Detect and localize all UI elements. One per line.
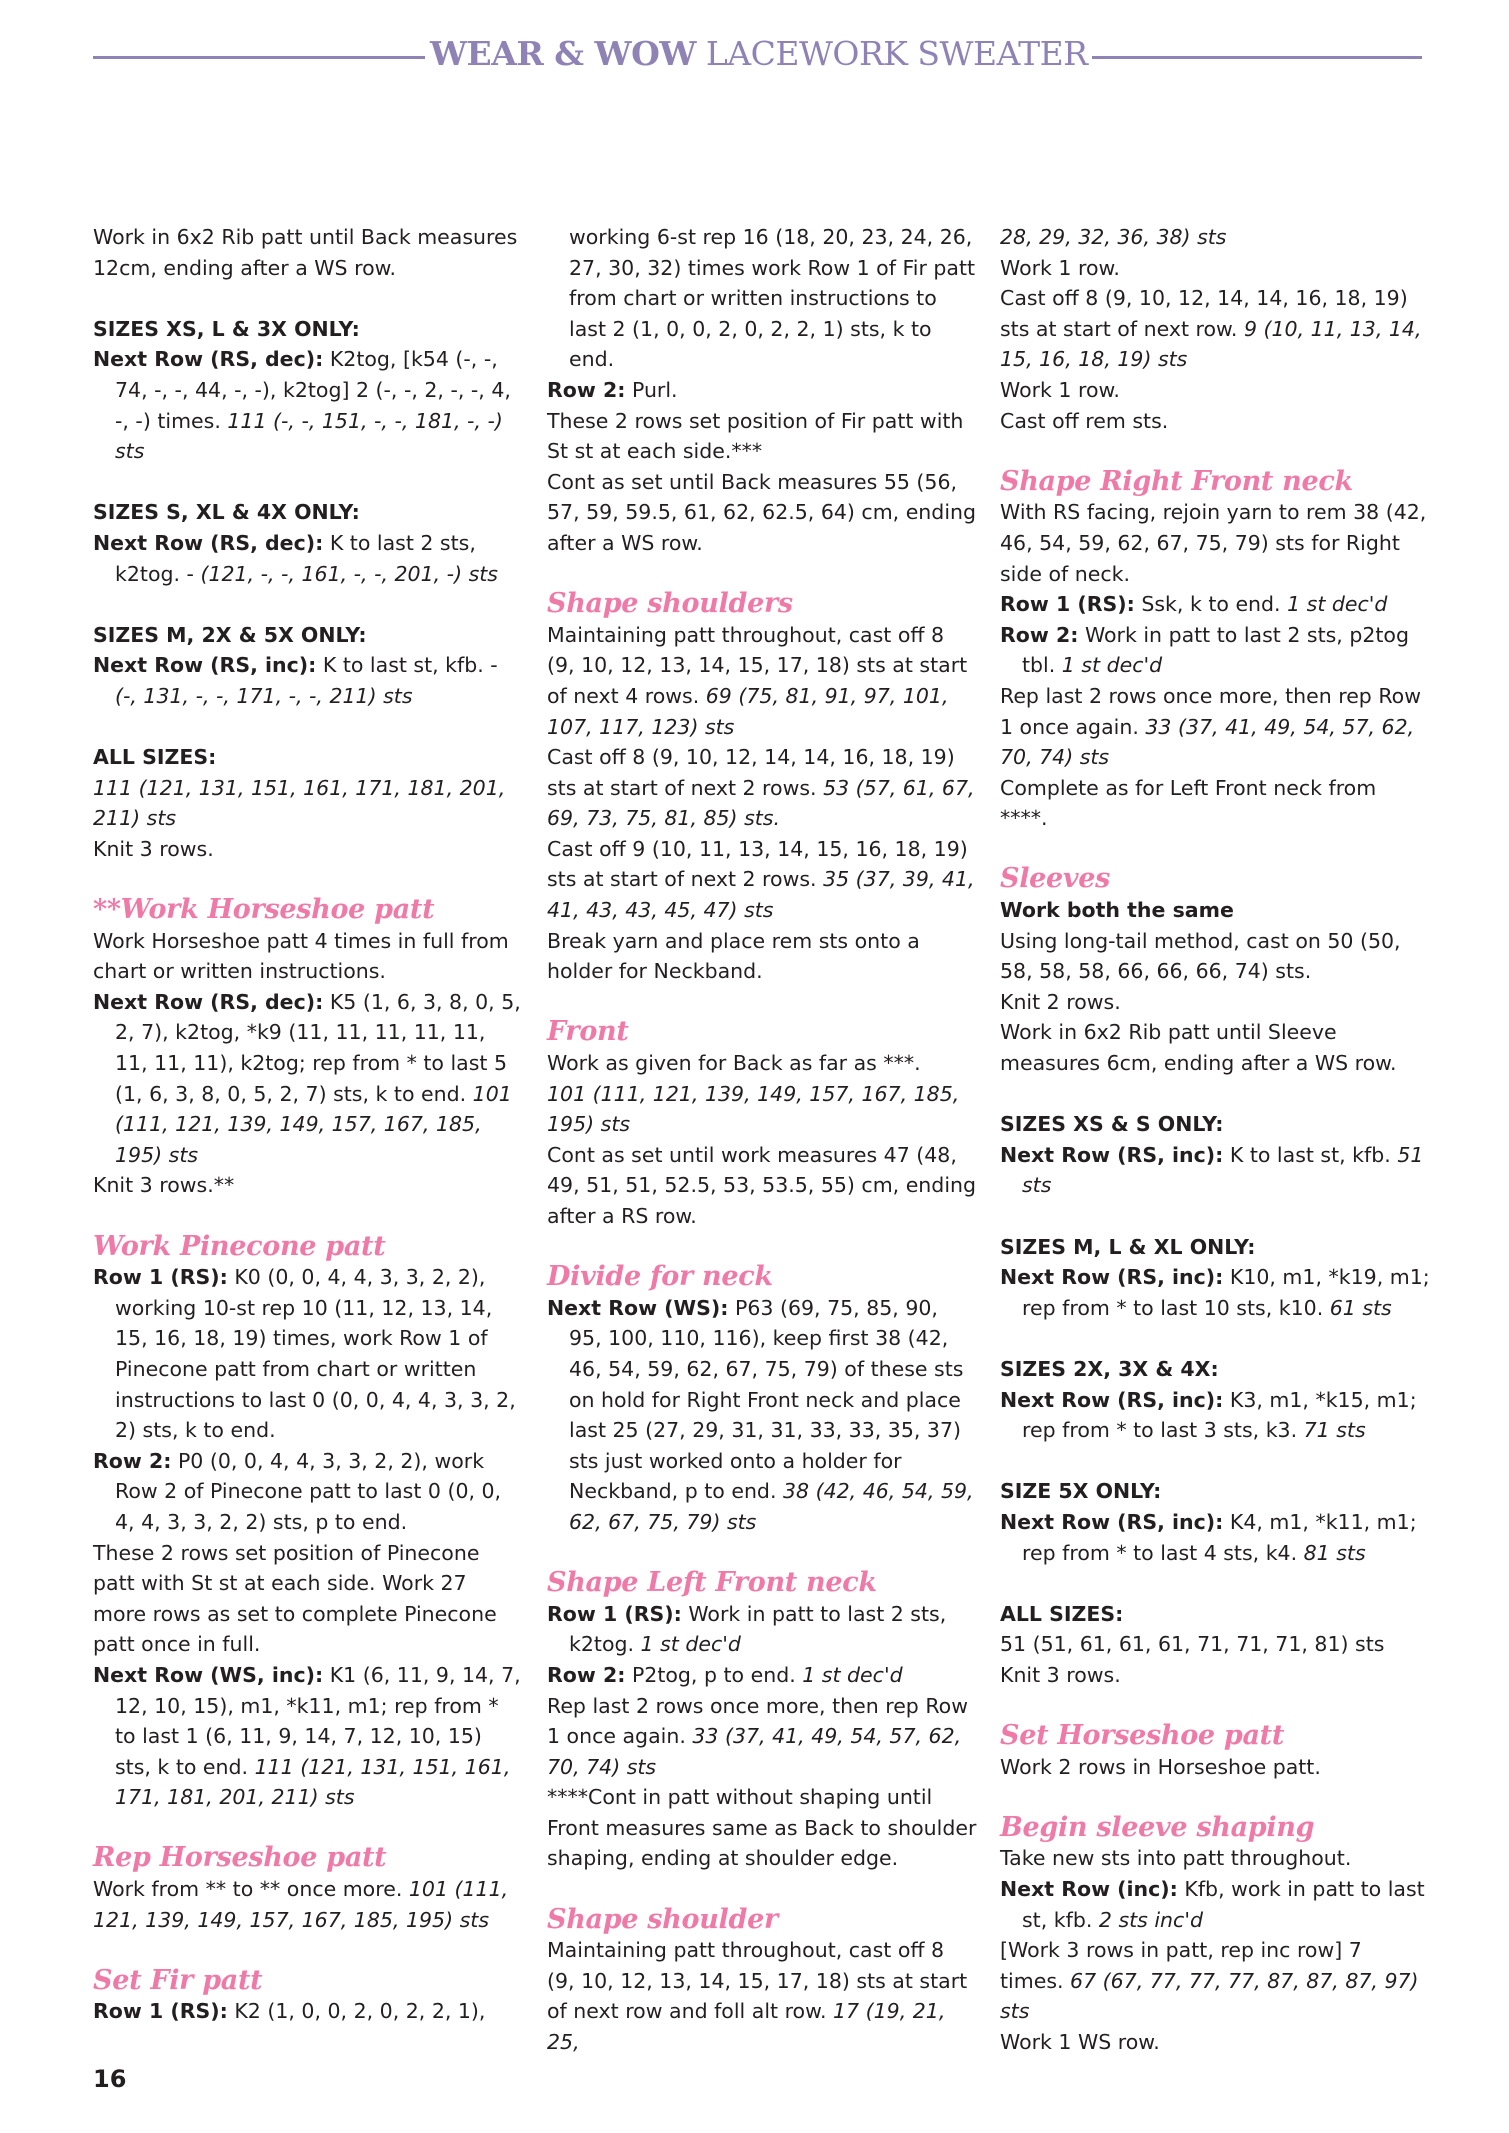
- header-rule-left: [93, 56, 425, 59]
- instruction-text: ****Cont in patt without shaping until Front measures same as Back to shoulder shaping, ending at shoulder edge.: [547, 1785, 977, 1871]
- instruction-text: Rep last 2 rows once more, then rep Row 1 once again. 33 (37, 41, 49, 54, 57, 62, 70, 74) sts: [1000, 683, 1421, 770]
- section-heading-left-neck: Shape Left Front neck: [547, 1567, 877, 1599]
- instruction-row: Row 2: Purl.: [547, 377, 678, 402]
- instruction-text: These 2 rows set position of Fir patt with St st at each side.***: [547, 408, 964, 464]
- instruction-text: Complete as for Left Front neck from ****.: [1000, 775, 1377, 831]
- instruction-text: Knit 3 rows.: [93, 836, 214, 861]
- page-number: 16: [93, 2065, 127, 2093]
- running-title: WEAR & WOW LACEWORK SWEATER: [430, 34, 1088, 73]
- section-heading-begin-shaping: Begin sleeve shaping: [1000, 1811, 1315, 1843]
- instruction-row: Next Row (RS, inc): K to last st, kfb. - (-, 131, -, -, 171, -, -, 211) sts: [93, 653, 498, 708]
- instruction-row: Next Row (RS, inc): K3, m1, *k15, m1; rep from * to last 3 sts, k3. 71 sts: [1000, 1387, 1417, 1443]
- instruction-row: Next Row (inc): Kfb, work in patt to last st, kfb. 2 sts inc'd: [1000, 1877, 1425, 1932]
- instruction-row: Next Row (RS, inc): K to last st, kfb. 51 sts: [1000, 1142, 1424, 1198]
- instruction-text: Work from ** to ** once more. 101 (111, 121, 139, 149, 157, 167, 185, 195) sts: [93, 1877, 509, 1932]
- instruction-row: Next Row (WS): P63 (69, 75, 85, 90, 95, 100, 110, 116), keep first 38 (42, 46, 54, 59, 62, 67, 75, 79) of these sts on hold for Right Front neck and place last 25 (27, 29, 31, 31, 33, 33, 35, 37) sts just worked onto a holder for Neckband, p to end. 38 (42, 46, 54, 59, 62, 67, 75, 79) sts: [547, 1295, 974, 1534]
- stitch-count: 51 (51, 61, 61, 61, 71, 71, 71, 81) sts: [1000, 1632, 1385, 1657]
- sizes-heading: SIZES M, L & XL ONLY:: [1000, 1234, 1256, 1259]
- instruction-text: Work 1 WS row.: [1000, 2030, 1160, 2055]
- section-heading-rep-horseshoe: Rep Horseshoe patt: [93, 1842, 387, 1874]
- instruction-row: Next Row (RS, dec): K to last 2 sts, k2tog. - (121, -, -, 161, -, -, 201, -) sts: [93, 530, 498, 586]
- subheading: Work both the same: [1000, 898, 1234, 923]
- section-heading-divide: Divide for neck: [547, 1261, 773, 1293]
- instruction-text: Knit 3 rows.: [1000, 1662, 1121, 1687]
- instruction-text: Cont as set until work measures 47 (48, 49, 51, 51, 52.5, 53, 53.5, 55) cm, ending after a RS row.: [547, 1142, 977, 1228]
- instruction-row: Row 2: P2tog, p to end. 1 st dec'd: [547, 1662, 903, 1687]
- sizes-heading: SIZES XS, L & 3X ONLY:: [93, 316, 360, 341]
- instruction-text: Work 2 rows in Horseshoe patt.: [1000, 1754, 1321, 1779]
- instruction-text: Cont as set until Back measures 55 (56, 57, 59, 59.5, 61, 62, 62.5, 64) cm, ending after a WS row.: [547, 469, 977, 555]
- stitch-count: 101 (111, 121, 139, 149, 157, 167, 185, 195) sts: [547, 1081, 960, 1137]
- section-heading-shoulder: Shape shoulder: [547, 1903, 778, 1935]
- section-heading-pinecone: Work Pinecone patt: [93, 1230, 386, 1262]
- instruction-text: Take new sts into patt throughout.: [1000, 1846, 1352, 1871]
- instruction-text: Rep last 2 rows once more, then rep Row 1 once again. 33 (37, 41, 49, 54, 57, 62, 70, 74) sts: [547, 1693, 968, 1779]
- column-1: [93, 222, 523, 2027]
- instruction-text: These 2 rows set position of Pinecone patt with St st at each side. Work 27 more rows as set to complete Pinecone patt once in full.: [93, 1540, 497, 1657]
- header-rule-right: [1092, 56, 1422, 59]
- instruction-row: Next Row (RS, inc): K4, m1, *k11, m1; rep from * to last 4 sts, k4. 81 sts: [1000, 1509, 1417, 1565]
- instruction-text: Cast off 8 (9, 10, 12, 14, 14, 16, 18, 19) sts at start of next 2 rows. 53 (57, 61, 67, 69, 73, 75, 81, 85) sts.: [547, 745, 975, 831]
- section-heading-right-neck: Shape Right Front neck: [1000, 465, 1353, 497]
- section-heading-sleeves: Sleeves: [1000, 863, 1111, 895]
- instruction-row: Next Row (RS, dec): K5 (1, 6, 3, 8, 0, 5, 2, 7), k2tog, *k9 (11, 11, 11, 11, 11, 11, 11, 11), k2tog; rep from * to last 5 (1, 6, 3, 8, 0, 5, 2, 7) sts, k to end. 101 (111, 121, 139, 149, 157, 167, 185, 195) sts: [93, 989, 521, 1167]
- instruction-text: With RS facing, rejoin yarn to rem 38 (42, 46, 54, 59, 62, 67, 75, 79) sts for Right side of neck.: [1000, 500, 1427, 586]
- instruction-row: Row 2: Work in patt to last 2 sts, p2tog tbl. 1 st dec'd: [1000, 622, 1409, 678]
- column-3: [1000, 222, 1430, 2058]
- section-heading-horseshoe: **Work Horseshoe patt: [93, 894, 435, 926]
- instruction-text: Cast off 8 (9, 10, 12, 14, 14, 16, 18, 19) sts at start of next row. 9 (10, 11, 13, 14, 15, 16, 18, 19) sts: [1000, 286, 1422, 372]
- stitch-count: 111 (121, 131, 151, 161, 171, 181, 201, 211) sts: [93, 775, 506, 831]
- instruction-text: Maintaining patt throughout, cast off 8 (9, 10, 12, 13, 14, 15, 17, 18) sts at start of next 4 rows. 69 (75, 81, 91, 97, 101, 107, 117, 123) sts: [547, 622, 968, 739]
- instruction-text: Work as given for Back as far as ***.: [547, 1051, 921, 1076]
- sizes-heading: SIZES S, XL & 4X ONLY:: [93, 500, 360, 525]
- instruction-text: Break yarn and place rem sts onto a holder for Neckband.: [547, 928, 920, 984]
- sizes-heading: SIZE 5X ONLY:: [1000, 1479, 1162, 1504]
- instruction-row: Row 1 (RS): K2 (1, 0, 0, 2, 0, 2, 2, 1),: [93, 1999, 486, 2024]
- instruction-text: working 6-st rep 16 (18, 20, 23, 24, 26, 27, 30, 32) times work Row 1 of Fir patt from chart or written instructions to last 2 (1, 0, 0, 2, 0, 2, 2, 1) sts, k to end.: [569, 225, 976, 372]
- sizes-heading: ALL SIZES:: [1000, 1601, 1124, 1626]
- instruction-row: Row 1 (RS): Ssk, k to end. 1 st dec'd: [1000, 592, 1388, 617]
- back-intro: Work in 6x2 Rib patt until Back measures 12cm, ending after a WS row.: [93, 225, 518, 280]
- sizes-heading: ALL SIZES:: [93, 745, 217, 770]
- section-heading-fir: Set Fir patt: [93, 1964, 263, 1996]
- instruction-text: Cast off rem sts.: [1000, 408, 1169, 433]
- instruction-text: Cast off 9 (10, 11, 13, 14, 15, 16, 18, 19) sts at start of next 2 rows. 35 (37, 39, 41, 41, 43, 43, 45, 47) sts: [547, 836, 975, 923]
- instruction-row: Next Row (RS, dec): K2tog, [k54 (-, -, 74, -, -, 44, -, -), k2tog] 2 (-, -, 2, -, -, 4, -, -) times. 111 (-, -, 151, -, -, 181, -, -) sts: [93, 347, 511, 464]
- sizes-heading: SIZES 2X, 3X & 4X:: [1000, 1356, 1219, 1381]
- instruction-text: Maintaining patt throughout, cast off 8 (9, 10, 12, 13, 14, 15, 17, 18) sts at start of next row and foll alt row. 17 (19, 21, 25,: [547, 1938, 968, 2055]
- instruction-row: Row 2: P0 (0, 0, 4, 4, 3, 3, 2, 2), work Row 2 of Pinecone patt to last 0 (0, 0, 4, 4, 3, 3, 2, 2) sts, p to end.: [93, 1448, 502, 1534]
- section-heading-shoulders: Shape shoulders: [547, 588, 793, 620]
- sizes-heading: SIZES M, 2X & 5X ONLY:: [93, 622, 367, 647]
- column-2: [547, 222, 977, 2058]
- instruction-text: Knit 2 rows.: [1000, 989, 1121, 1014]
- instruction-row: Row 1 (RS): Work in patt to last 2 sts, k2tog. 1 st dec'd: [547, 1601, 947, 1657]
- instruction-row: Next Row (WS, inc): K1 (6, 11, 9, 14, 7, 12, 10, 15), m1, *k11, m1; rep from * to last 1 (6, 11, 9, 14, 7, 12, 10, 15) sts, k to end. 111 (121, 131, 151, 161, 171, 181, 201, 211) sts: [93, 1662, 521, 1810]
- instruction-text: Using long-tail method, cast on 50 (50, 58, 58, 58, 66, 66, 66, 74) sts.: [1000, 928, 1401, 984]
- sizes-heading: SIZES XS & S ONLY:: [1000, 1112, 1224, 1137]
- section-heading-front: Front: [547, 1016, 629, 1048]
- section-heading-set-horseshoe: Set Horseshoe patt: [1000, 1720, 1285, 1752]
- instruction-text: Work Horseshoe patt 4 times in full from chart or written instructions.: [93, 928, 509, 984]
- instruction-text: Knit 3 rows.**: [93, 1173, 235, 1198]
- stitch-count: 28, 29, 32, 36, 38) sts: [1000, 225, 1227, 249]
- instruction-row: Next Row (RS, inc): K10, m1, *k19, m1; rep from * to last 10 sts, k10. 61 sts: [1000, 1265, 1430, 1320]
- instruction-text: [Work 3 rows in patt, rep inc row] 7 times. 67 (67, 77, 77, 77, 87, 87, 87, 97) sts: [1000, 1938, 1419, 2024]
- instruction-text: Work 1 row.: [1000, 377, 1120, 402]
- instruction-row: Row 1 (RS): K0 (0, 0, 4, 4, 3, 3, 2, 2), working 10-st rep 10 (11, 12, 13, 14, 15, 16, 18, 19) times, work Row 1 of Pinecone patt from chart or written instructions to last 0 (0, 0, 4, 4, 3, 3, 2, 2) sts, k to end.: [93, 1265, 516, 1443]
- instruction-text: Work in 6x2 Rib patt until Sleeve measures 6cm, ending after a WS row.: [1000, 1020, 1397, 1076]
- instruction-text: Work 1 row.: [1000, 255, 1120, 280]
